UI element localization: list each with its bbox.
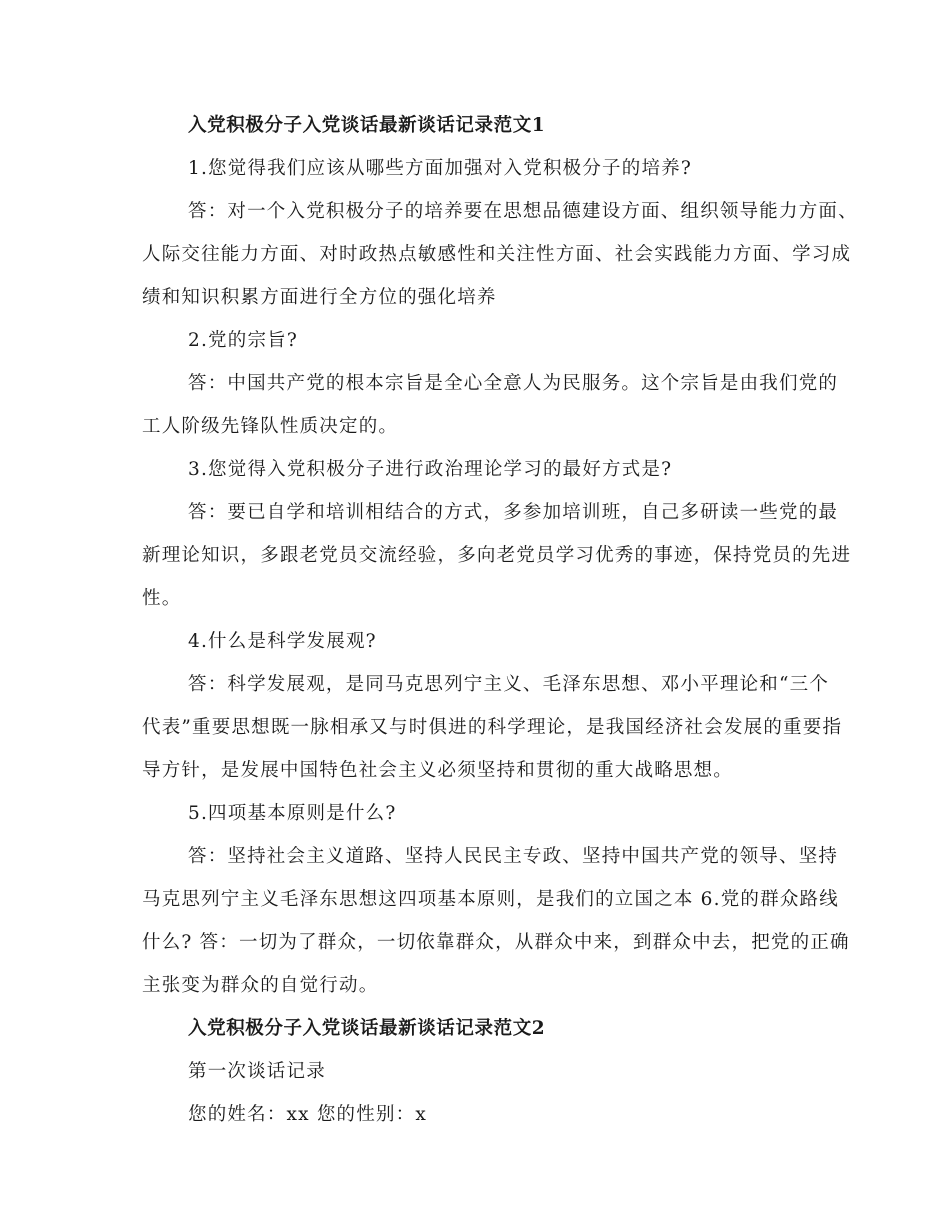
record-title: 第一次谈话记录 [188, 1061, 326, 1082]
answer-5-line-1: 答：坚持社会主义道路、坚持人民民主专政、坚持中国共产党的领导、坚持 [188, 846, 839, 867]
answer-5-line-2: 马克思列宁主义毛泽东思想这四项基本原则，是我们的立国之本 6.党的群众路线 [142, 889, 839, 910]
document-page [142, 104, 858, 1136]
answer-4-line-3: 导方针，是发展中国特色社会主义必须坚持和贯彻的重大战略思想。 [142, 760, 734, 781]
question-4: 4.什么是科学发展观? [188, 631, 377, 652]
answer-1-line-2: 人际交往能力方面、对时政热点敏感性和关注性方面、社会实践能力方面、学习成 [142, 244, 852, 265]
answer-3-line-3: 性。 [142, 588, 182, 609]
answer-2-line-1: 答：中国共产党的根本宗旨是全心全意人为民服务。这个宗旨是由我们党的 [188, 373, 839, 394]
answer-4-line-2: 代表”重要思想既一脉相承又与时俱进的科学理论，是我国经济社会发展的重要指 [142, 717, 843, 738]
answer-1-line-1: 答：对一个入党积极分子的培养要在思想品德建设方面、组织领导能力方面、 [188, 201, 858, 222]
name-gender-line: 您的姓名：xx 您的性别：x [188, 1104, 427, 1125]
answer-3-line-1: 答：要已自学和培训相结合的方式，多参加培训班，自己多研读一些党的最 [188, 502, 839, 523]
answer-5-line-3: 什么? 答：一切为了群众，一切依靠群众，从群众中来，到群众中去，把党的正确 [142, 932, 850, 953]
answer-1-line-3: 绩和知识积累方面进行全方位的强化培养 [142, 287, 497, 308]
answer-5-line-4: 主张变为群众的自觉行动。 [142, 975, 379, 996]
question-1: 1.您觉得我们应该从哪些方面加强对入党积极分子的培养? [188, 158, 692, 179]
question-2: 2.党的宗旨? [188, 330, 298, 351]
section-heading-2: 入党积极分子入党谈话最新谈话记录范文2 [188, 1018, 546, 1039]
answer-4-line-1: 答：科学发展观，是同马克思列宁主义、毛泽东思想、邓小平理论和“三个 [188, 674, 830, 695]
answer-3-line-2: 新理论知识，多跟老党员交流经验，多向老党员学习优秀的事迹，保持党员的先进 [142, 545, 852, 566]
question-5: 5.四项基本原则是什么? [188, 803, 397, 824]
section-heading-1: 入党积极分子入党谈话最新谈话记录范文1 [188, 115, 546, 136]
question-3: 3.您觉得入党积极分子进行政治理论学习的最好方式是? [188, 459, 673, 480]
answer-2-line-2: 工人阶级先锋队性质决定的。 [142, 416, 399, 437]
